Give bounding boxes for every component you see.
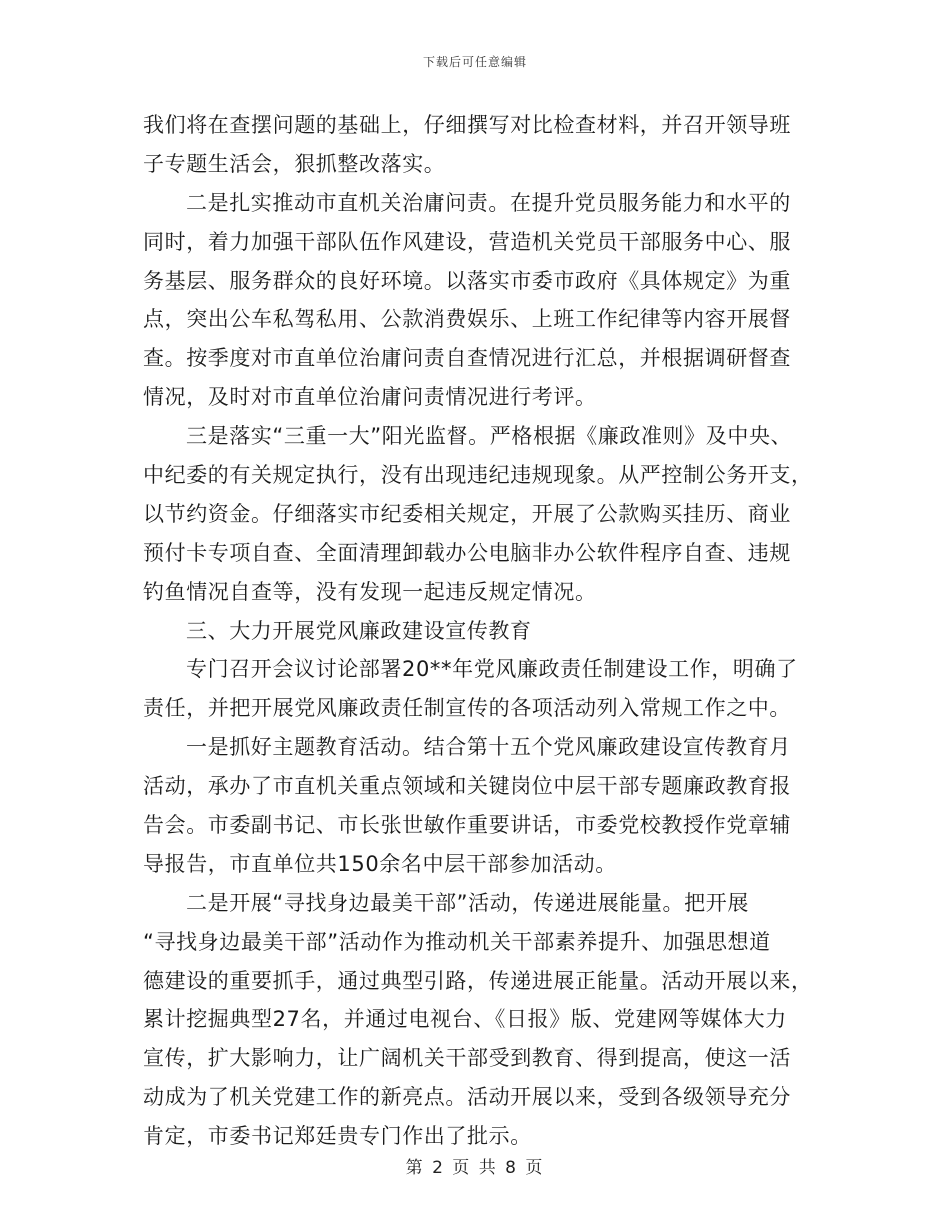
text-line: 我们将在查摆问题的基础上，仔细撰写对比检查材料，并召开领导班 bbox=[143, 113, 791, 137]
paragraph-start: 三是落实“三重一大”阳光监督。严格根据《廉政准则》及中央、 bbox=[186, 424, 793, 449]
page-header: 下载后可任意编辑 bbox=[422, 55, 527, 69]
page-number: 第 2 页 共 8 页 bbox=[405, 1158, 545, 1178]
text-line: 点，突出公车私驾私用、公款消费娱乐、上班工作纪律等内容开展督 bbox=[143, 307, 791, 332]
paragraph-start: 专门召开会议讨论部署20**年党风廉政责任制建设工作，明确了 bbox=[186, 657, 798, 682]
paragraph-start: 二是开展“寻找身边最美干部”活动，传递进展能量。把开展 bbox=[186, 890, 749, 915]
text-line: 预付卡专项自查、全面清理卸载办公电脑非办公软件程序自查、违规 bbox=[143, 540, 791, 565]
text-line: 中纪委的有关规定执行，没有出现违纪违规现象。从严控制公务开支， bbox=[143, 463, 813, 488]
text-line: 钓鱼情况自查等，没有发现一起违反规定情况。 bbox=[143, 579, 597, 604]
text-line: 务基层、服务群众的良好环境。以落实市委市政府《具体规定》为重 bbox=[143, 268, 791, 293]
text-line: 动成为了机关党建工作的新亮点。活动开展以来，受到各级领导充分 bbox=[143, 1085, 791, 1110]
paragraph-start: 一是抓好主题教育活动。结合第十五个党风廉政建设宣传教育月 bbox=[186, 735, 791, 760]
text-line: 导报告，市直单位共150余名中层干部参加活动。 bbox=[143, 851, 617, 876]
text-line: 查。按季度对市直单位治庸问责自查情况进行汇总，并根据调研督查 bbox=[143, 346, 791, 371]
section-heading: 三、大力开展党风廉政建设宣传教育 bbox=[186, 618, 532, 643]
text-line: 责任，并把开展党风廉政责任制宣传的各项活动列入常规工作之中。 bbox=[143, 696, 791, 721]
text-line: 以节约资金。仔细落实市纪委相关规定，开展了公款购买挂历、商业 bbox=[143, 501, 791, 526]
document-body bbox=[143, 106, 813, 1156]
text-line: 同时，着力加强干部队伍作风建设，营造机关党员干部服务中心、服 bbox=[143, 229, 791, 254]
text-line: 子专题生活会，狠抓整改落实。 bbox=[143, 151, 446, 176]
text-line: 累计挖掘典型27名，并通过电视台、《日报》版、党建网等媒体大力 bbox=[143, 1007, 787, 1032]
text-line: 肯定，市委书记郑廷贵专门作出了批示。 bbox=[143, 1124, 532, 1149]
text-line: 情况，及时对市直单位治庸问责情况进行考评。 bbox=[143, 385, 597, 410]
text-line: 告会。市委副书记、市长张世敏作重要讲话，市委党校教授作党章辅 bbox=[143, 813, 791, 838]
paragraph-start: 二是扎实推动市直机关治庸问责。在提升党员服务能力和水平的 bbox=[186, 190, 791, 215]
text-line: “寻找身边最美干部”活动作为推动机关干部素养提升、加强思想道 bbox=[143, 929, 771, 954]
text-line: 活动，承办了市直机关重点领域和关键岗位中层干部专题廉政教育报 bbox=[143, 774, 791, 799]
text-line: 德建设的重要抓手，通过典型引路，传递进展正能量。活动开展以来， bbox=[143, 968, 813, 993]
text-line: 宣传，扩大影响力，让广阔机关干部受到教育、得到提高，使这一活 bbox=[143, 1046, 791, 1071]
